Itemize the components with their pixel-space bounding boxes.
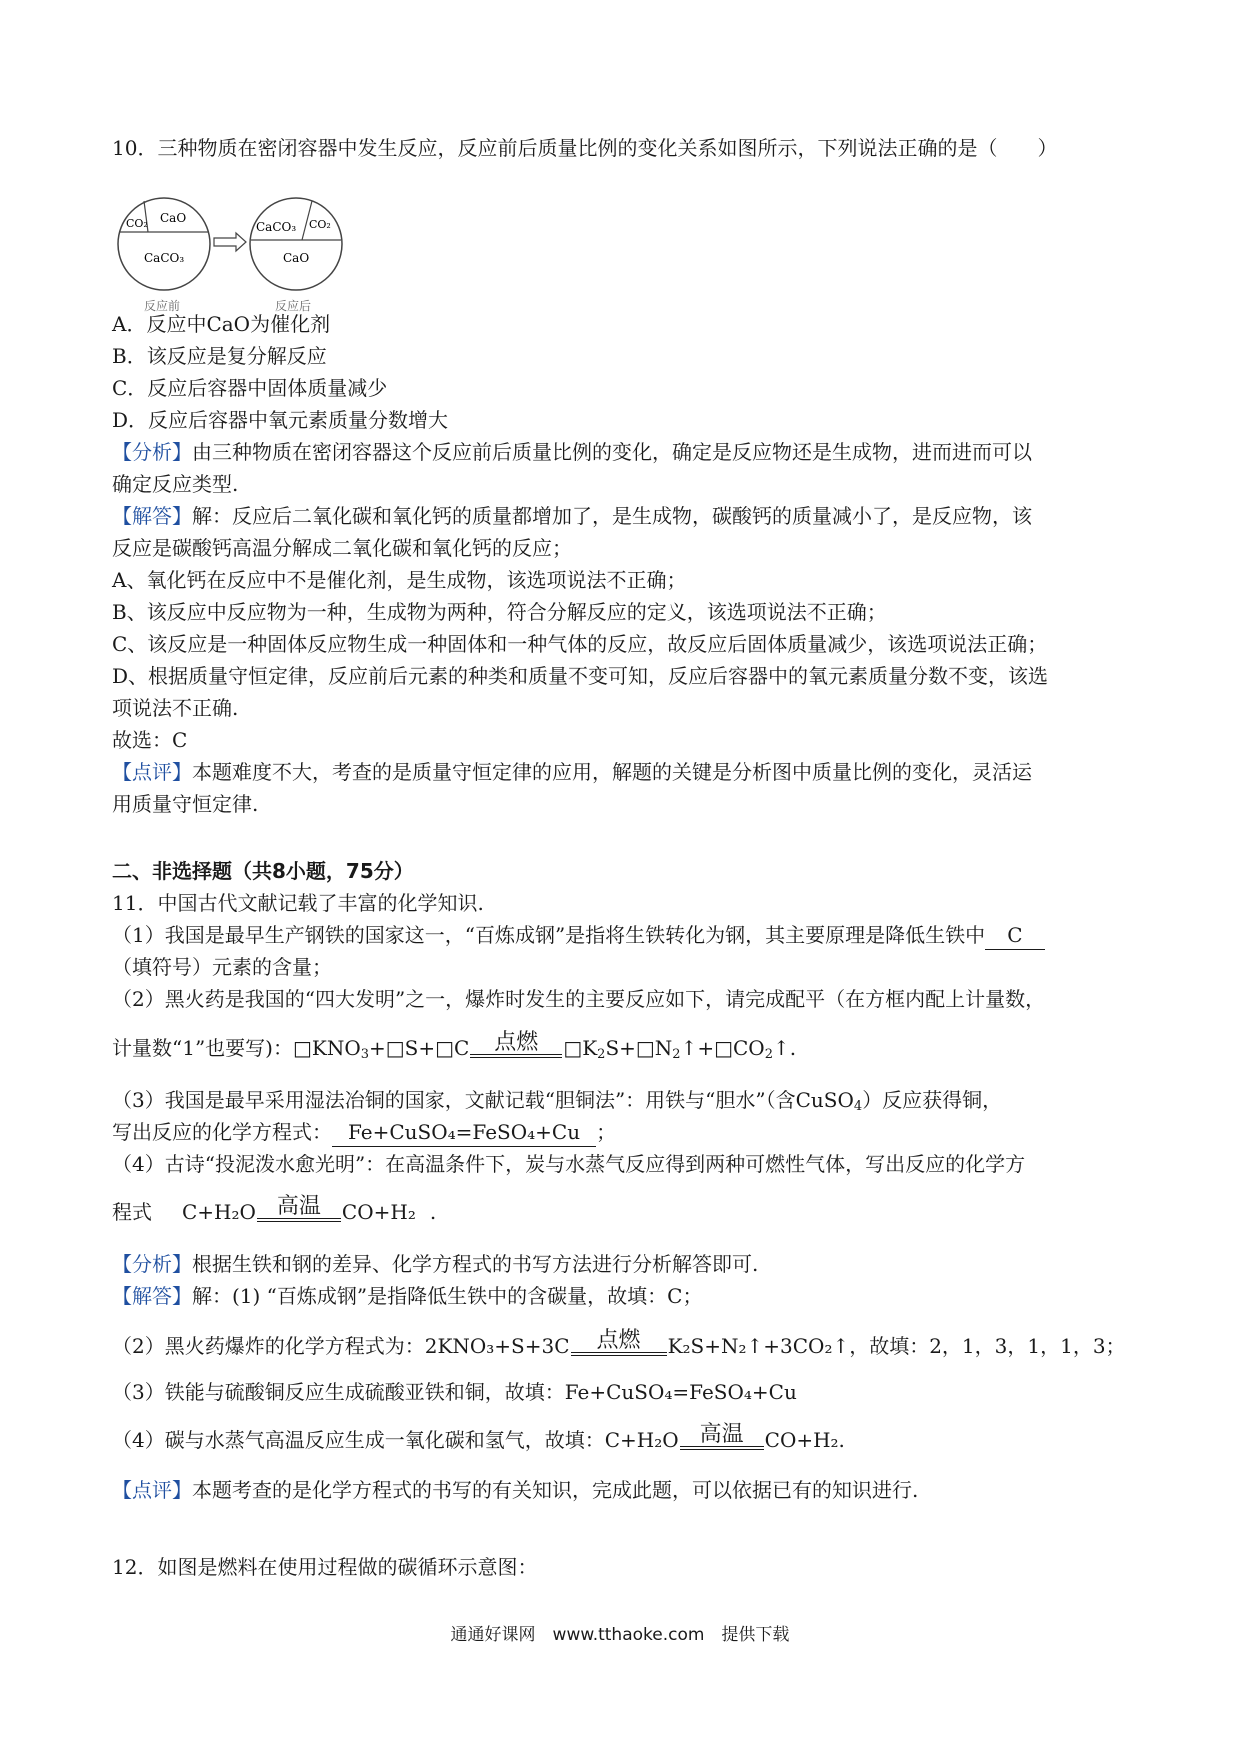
q11-answer-2 [112,1330,1126,1360]
q10-answer-a: A、氧化钙在反应中不是催化剂，是生成物，该选项说法不正确； [112,568,687,592]
q10-comment-2: 用质量守恒定律. [112,792,259,816]
condition-fire-2 [571,1330,667,1356]
pie-after [250,198,342,312]
comment-tag: 【点评】 [112,760,192,784]
condition-heat-text: 高温 [276,1194,321,1219]
condition-heat-text-2: 高温 [699,1422,744,1447]
q10-comment [112,758,1032,786]
eq2-lhs-2: +□S+□C [369,1036,470,1060]
section-title: 二、非选择题（共8小题，75分） [112,859,414,883]
q10-analysis-text: 由三种物质在密闭容器这个反应前后质量比例的变化，确定是反应物还是生成物，进而进而可以 [192,440,1032,464]
condition-fire [470,1032,562,1058]
q10-figure [112,196,372,312]
q11-part3-text2: ）反应获得铜， [862,1088,1003,1112]
q11-answer2-lhs: （2）黑火药爆炸的化学方程式为：2KNO₃+S+3C [112,1334,570,1358]
q11-analysis [112,1250,758,1278]
condition-fire-text-2: 点燃 [596,1328,641,1353]
eq2-sub-2b: 2 [672,1047,681,1062]
q11-part4-prompt: 程式 [112,1200,152,1224]
q11-part4-b [112,1196,436,1226]
eq4-rhs: CO+H₂ [341,1200,416,1224]
q11-answer4-rhs: CO+H₂. [764,1428,845,1452]
analysis-tag: 【分析】 [112,440,192,464]
q10-comment-text: 本题难度不大，考查的是质量守恒定律的应用，解题的关键是分析图中质量比例的变化，灵活运 [192,760,1032,784]
q10-analysis [112,438,1032,466]
q12-stem: 12．如图是燃料在使用过程做的碳循环示意图： [112,1555,538,1579]
eq2-rhs-2: S+□N [605,1036,673,1060]
q10-option-d: D．反应后容器中氧元素质量分数增大 [112,408,449,432]
answer-tag: 【解答】 [112,504,192,528]
q11-comment-text: 本题考查的是化学方程式的书写的有关知识，完成此题，可以依据已有的知识进行. [192,1478,919,1502]
q11-answer-4 [112,1424,845,1454]
q11-part2-equation [112,1032,796,1069]
q10-analysis-2: 确定反应类型. [112,472,239,496]
q10-option-c: C．反应后容器中固体质量减少 [112,376,388,400]
q11-answer-text: 解：(1) “百炼成钢”是指降低生铁中的含碳量，故填：C； [192,1284,703,1308]
answer-tag-11: 【解答】 [112,1284,192,1308]
q10-answer-c: C、该反应是一种固体反应物生成一种固体和一种气体的反应，故反应后固体质量减少，该选项说法正确； [112,632,1048,656]
pie-after-label-caco3: CaCO₃ [256,220,297,234]
pie-after-caption: 反应后 [275,299,312,312]
q11-answer [112,1282,702,1310]
q11-stem: 11．中国古代文献记载了丰富的化学知识. [112,891,484,915]
q11-answer-3: （3）铁能与硫酸铜反应生成硫酸亚铁和铜，故填：Fe+CuSO₄=FeSO₄+Cu [112,1380,797,1404]
q11-part3 [112,1086,1002,1121]
q11-blank-3: Fe+CuSO₄=FeSO₄+Cu [332,1118,596,1147]
q11-part2: （2）黑火药是我国的“四大发明”之一，爆炸时发生的主要反应如下，请完成配平（在方框内配上计量数， [112,987,1046,1011]
q11-answer4-lhs: （4）碳与水蒸气高温反应生成一氧化碳和氢气，故填：C+H₂O [112,1428,679,1452]
q11-comment [112,1476,918,1504]
pie-before [118,198,210,312]
eq4-lhs: C+H₂O [182,1200,256,1224]
q11-part3-end: ； [596,1120,617,1144]
eq2-rhs-1: □K [563,1036,598,1060]
q11-part1-b: （填符号）元素的含量； [112,955,332,979]
q11-part1 [112,921,1045,950]
pie-before-label-caco3: CaCO₃ [144,251,185,265]
pie-before-caption: 反应前 [144,299,181,312]
eq2-sub-2a: 2 [597,1047,606,1062]
q11-part4-end: . [429,1200,437,1224]
condition-heat-2 [680,1424,764,1450]
q11-blank-1: C [985,921,1044,950]
eq2-sub-2c: 2 [764,1047,773,1062]
q10-option-a: A．反应中CaO为催化剂 [112,312,331,336]
q10-answer-d2: 项说法不正确. [112,696,239,720]
q11-part1-text: （1）我国是最早生产钢铁的国家这一，“百炼成钢”是指将生铁转化为钢，其主要原理是降低生铁中 [112,923,986,947]
eq2-rhs-4: ↑. [772,1036,797,1060]
eq2-sub-3a: 3 [360,1047,369,1062]
pie-before-label-cao: CaO [160,211,187,225]
eq2-rhs-3: ↑+□CO [680,1036,765,1060]
condition-heat [257,1196,341,1222]
q11-part3-text: （3）我国是最早采用湿法冶铜的国家，文献记载“胆铜法”：用铁与“胆水”（含CuSO [112,1088,854,1112]
eq2-lhs: 计量数“1”也要写)：□KNO [112,1036,361,1060]
comment-tag-11: 【点评】 [112,1478,192,1502]
q11-part4: （4）古诗“投泥泼水愈光明”：在高温条件下，炭与水蒸气反应得到两种可燃性气体，写出反应的化学方 [112,1152,1026,1176]
q11-part3-b [112,1118,616,1147]
q11-part3-prompt: 写出反应的化学方程式： [112,1120,332,1144]
analysis-tag-11: 【分析】 [112,1252,192,1276]
q11-answer2-rhs: K₂S+N₂↑+3CO₂↑，故填：2，1，3，1，1，3； [667,1334,1126,1358]
q10-answer-2: 反应是碳酸钙高温分解成二氧化碳和氧化钙的反应； [112,536,572,560]
q10-answer-d1: D、根据质量守恒定律，反应前后元素的种类和质量不变可知，反应后容器中的氧元素质量分数不变，该选 [112,664,1049,688]
q10-answer-b: B、该反应中反应物为一种，生成物为两种，符合分解反应的定义，该选项说法不正确； [112,600,887,624]
pie-after-label-co2: CO₂ [309,218,331,231]
reaction-arrow [214,233,246,251]
q11-analysis-text: 根据生铁和钢的差异、化学方程式的书写方法进行分析解答即可. [192,1252,759,1276]
q10-option-b: B．该反应是复分解反应 [112,344,327,368]
q10-choice: 故选：C [112,728,188,752]
q11-part3-sub: 4 [853,1099,863,1114]
q10-answer [112,502,1032,530]
pie-after-label-cao: CaO [283,251,310,265]
footer: 通通好课网 www.tthaoke.com 提供下载 [450,1625,790,1645]
pie-before-label-co2: CO₂ [126,217,148,230]
q10-stem: 10．三种物质在密闭容器中发生反应，反应前后质量比例的变化关系如图所示，下列说法正确的是（ ） [112,136,1058,160]
q10-answer-text: 解：反应后二氧化碳和氧化钙的质量都增加了，是生成物，碳酸钙的质量减小了，是反应物，该 [192,504,1032,528]
condition-fire-text: 点燃 [494,1030,539,1055]
